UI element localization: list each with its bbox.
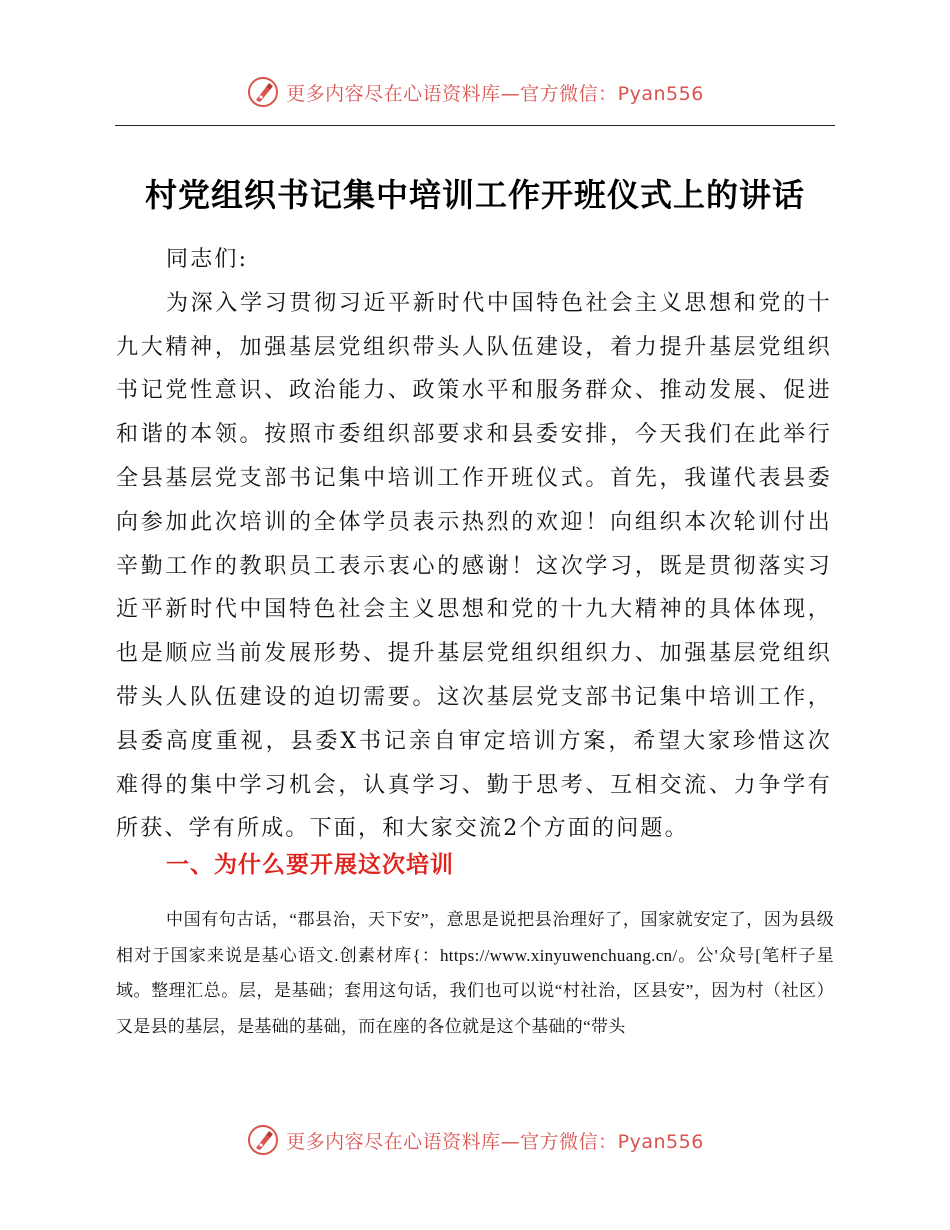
section-paragraph: 中国有句古话，“郡县治，天下安”，意思是说把县治理好了，国家就安定了，因为县级相对于国家来说是基心语文.创素材库{：https://www.xinyuwenchuang.cn/。公'众号[笔杆子星域。整理汇总。层，是基础；套用这句话，我们也可以说“村社治，区县安”，因为村（社区）又是县的基层，是基础的基础，而在座的各位就是这个基础的“带头 [116,910,834,1036]
header-banner-text: 更多内容尽在心语资料库—官方微信：Pyan556 [286,82,704,105]
pen-nib-icon [246,75,280,109]
pen-nib-icon [246,1123,280,1157]
header-divider [115,125,835,126]
intro-paragraph: 为深入学习贯彻习近平新时代中国特色社会主义思想和党的十九大精神，加强基层党组织带头人队伍建设，着力提升基层党组织书记党性意识、政治能力、政策水平和服务群众、推动发展、促进和谐的本领。按照市委组织部要求和县委安排，今天我们在此举行全县基层党支部书记集中培训工作开班仪式。首先，我谨代表县委向参加此次培训的全体学员表示热烈的欢迎！向组织本次轮训付出辛勤工作的教职员工表示衷心的感谢！这次学习，既是贯彻落实习近平新时代中国特色社会主义思想和党的十九大精神的具体体现，也是顺应当前发展形势、提升基层党组织组织力、加强基层党组织带头人队伍建设的迫切需要。这次基层党支部书记集中培训工作，县委高度重视，县委X书记亲自审定培训方案，希望大家珍惜这次难得的集中学习机会，认真学习、勤于思考、互相交流、力争学有所获、学有所成。下面，和大家交流2个方面的问题。 [116,290,832,842]
footer-banner-text: 更多内容尽在心语资料库—官方微信：Pyan556 [286,1130,704,1153]
document-body [116,238,832,851]
section-body [116,902,834,1044]
header-banner [0,72,950,112]
section-heading: 一、为什么要开展这次培训 [166,852,454,878]
footer-banner [0,1120,950,1160]
document-title: 村党组织书记集中培训工作开班仪式上的讲话 [144,176,805,214]
salutation: 同志们: [166,247,249,272]
